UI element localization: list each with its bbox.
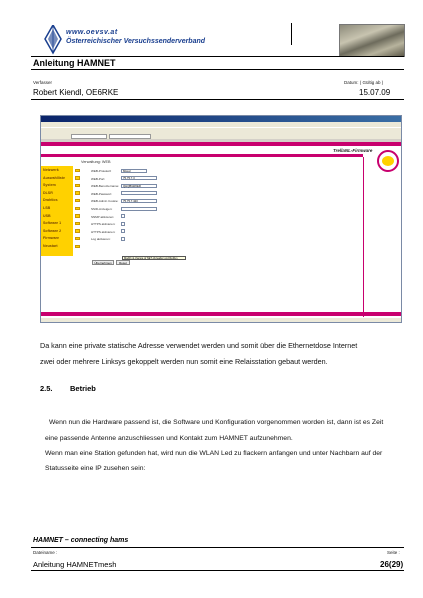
nav-item-marker bbox=[75, 237, 80, 241]
form-label: HTTPS aktivieren: bbox=[91, 229, 116, 234]
nav-item-marker bbox=[75, 184, 80, 188]
logo-arrow-icon bbox=[382, 156, 394, 166]
page-number: 26(29) bbox=[380, 560, 404, 569]
form-label: WEB-Port: bbox=[91, 176, 106, 181]
meta-rule bbox=[31, 99, 404, 100]
header-divider-vertical bbox=[291, 23, 292, 45]
nav-item[interactable]: Netzwerk bbox=[43, 168, 59, 172]
nav-item-marker bbox=[75, 191, 80, 195]
form-label: SSID-Anzeigen: bbox=[91, 207, 113, 211]
nav-item-marker bbox=[75, 245, 80, 249]
form-input[interactable]: 75.75.7.420 bbox=[121, 199, 157, 203]
filename-value: Anleitung HAMNETmesh bbox=[33, 560, 117, 569]
page-heading: Verwaltung: WEB bbox=[81, 160, 111, 164]
form-checkbox[interactable] bbox=[121, 214, 125, 218]
nav-item-marker bbox=[75, 199, 80, 203]
nav-item[interactable]: System bbox=[43, 183, 56, 188]
author-value: Robert Kiendl, OE6RKE bbox=[33, 88, 119, 97]
paragraph-2-line-3: Wenn man eine Station gefunden hat, wird nun die WLAN Led zu flackern anfangen und unter Nachbarn auf der bbox=[45, 450, 383, 457]
paragraph-2-line-1: Wenn nun die Hardware passend ist, die Software und Konfiguration vorgenommen worden ist, dann ist es Zeit bbox=[49, 419, 384, 426]
nav-item-marker bbox=[75, 207, 80, 211]
form-label: Log aktivieren: bbox=[91, 237, 111, 242]
section-title: Betrieb bbox=[70, 384, 96, 393]
form-label: HTTPS aktivieren: bbox=[91, 222, 116, 227]
nav-item-marker bbox=[75, 169, 80, 173]
doc-title: Anleitung HAMNET bbox=[33, 58, 116, 68]
org-name: Österreichischer Versuchssenderverband bbox=[66, 38, 206, 45]
form-checkbox[interactable] bbox=[121, 222, 125, 226]
footer-tagline: HAMNET – connecting hams bbox=[33, 537, 129, 544]
form-label: SNMP aktivieren: bbox=[91, 214, 115, 219]
nav-item[interactable]: Auswahlliste bbox=[43, 175, 65, 180]
heading-magenta-bar bbox=[41, 154, 363, 157]
nav-item-marker bbox=[75, 222, 80, 226]
nav-item[interactable]: Software 1 bbox=[43, 221, 62, 226]
form-label: WEB-Benutzername: bbox=[91, 184, 120, 189]
page-label: Seite : bbox=[387, 550, 400, 555]
date-value: 15.07.09 bbox=[359, 88, 391, 97]
oevsv-logo bbox=[44, 25, 62, 55]
tooltip: Modify & change of NET-Verwalter und ReRun bbox=[122, 256, 186, 260]
form-checkbox[interactable] bbox=[121, 229, 125, 233]
bottom-magenta-bar bbox=[41, 312, 401, 316]
form-input[interactable] bbox=[121, 207, 157, 211]
reset-button[interactable]: Reset bbox=[116, 260, 130, 265]
author-label: Verfasser bbox=[33, 80, 53, 85]
header-photo bbox=[339, 24, 405, 57]
router-page bbox=[41, 142, 401, 320]
paragraph-2-line-2: eine passende Antenne anzuschliessen und Kontakt zum HAMNET aufzunehmen. bbox=[45, 435, 293, 442]
nav-item-marker bbox=[75, 176, 80, 180]
save-button[interactable]: Übernehmen bbox=[92, 260, 114, 265]
section-number: 2.5. bbox=[40, 384, 53, 393]
top-magenta-bar bbox=[41, 142, 401, 146]
header-rule-top bbox=[31, 56, 404, 57]
nav-item[interactable]: Neustart bbox=[43, 244, 58, 248]
router-config-screenshot bbox=[40, 115, 402, 323]
paragraph-1-line-2: zwei oder mehrere Linksys gekoppelt werden nun somit eine Relaisstation gebaut werden. bbox=[40, 357, 328, 366]
header-rule-bottom bbox=[31, 69, 404, 70]
nav-item[interactable]: DLSR bbox=[43, 190, 53, 195]
nav-item-marker bbox=[75, 229, 80, 233]
paragraph-2-line-4: Statusseite eine IP zusehen sein: bbox=[45, 465, 146, 472]
logo-tower-icon bbox=[44, 25, 62, 55]
footer-rule-top bbox=[31, 547, 404, 548]
nav-item[interactable]: LSB bbox=[43, 206, 51, 210]
form-label: WEB-Admin Cookie: bbox=[91, 199, 119, 204]
nav-item[interactable]: Firmware bbox=[43, 236, 59, 241]
form-label: WEB-Passwort: bbox=[91, 191, 113, 196]
date-label: Datum: ( Gültig ab ) bbox=[344, 80, 384, 85]
form-input[interactable]: Mixed bbox=[121, 169, 147, 173]
form-input[interactable] bbox=[121, 191, 157, 195]
browser-tabbar bbox=[41, 133, 401, 139]
paragraph-1-line-1: Da kann eine private statische Adresse verwendet werden und somit über die Ethernetdose Internet bbox=[40, 341, 358, 350]
form-label: WEB-Protokoll: bbox=[91, 169, 112, 173]
org-url: www.oevsv.at bbox=[66, 29, 118, 36]
nav-item-marker bbox=[75, 214, 80, 218]
browser-statusbar bbox=[41, 318, 401, 322]
nav-item[interactable]: Drahtlos bbox=[43, 198, 58, 203]
form-input[interactable]: QHQBGR0ER bbox=[121, 184, 157, 188]
form-input[interactable]: 75.75.7.3 bbox=[121, 176, 157, 180]
form-checkbox[interactable] bbox=[121, 237, 125, 241]
filename-label: Dateiname : bbox=[33, 550, 58, 555]
browser-tab bbox=[71, 134, 107, 139]
router-brand: TrellaNL-Firmware bbox=[333, 148, 373, 153]
nav-item[interactable]: USB bbox=[43, 213, 51, 218]
nav-item[interactable]: Software 2 bbox=[43, 228, 62, 233]
footer-rule-bottom bbox=[31, 570, 404, 571]
right-divider-line bbox=[363, 157, 364, 317]
browser-tab bbox=[109, 134, 151, 139]
